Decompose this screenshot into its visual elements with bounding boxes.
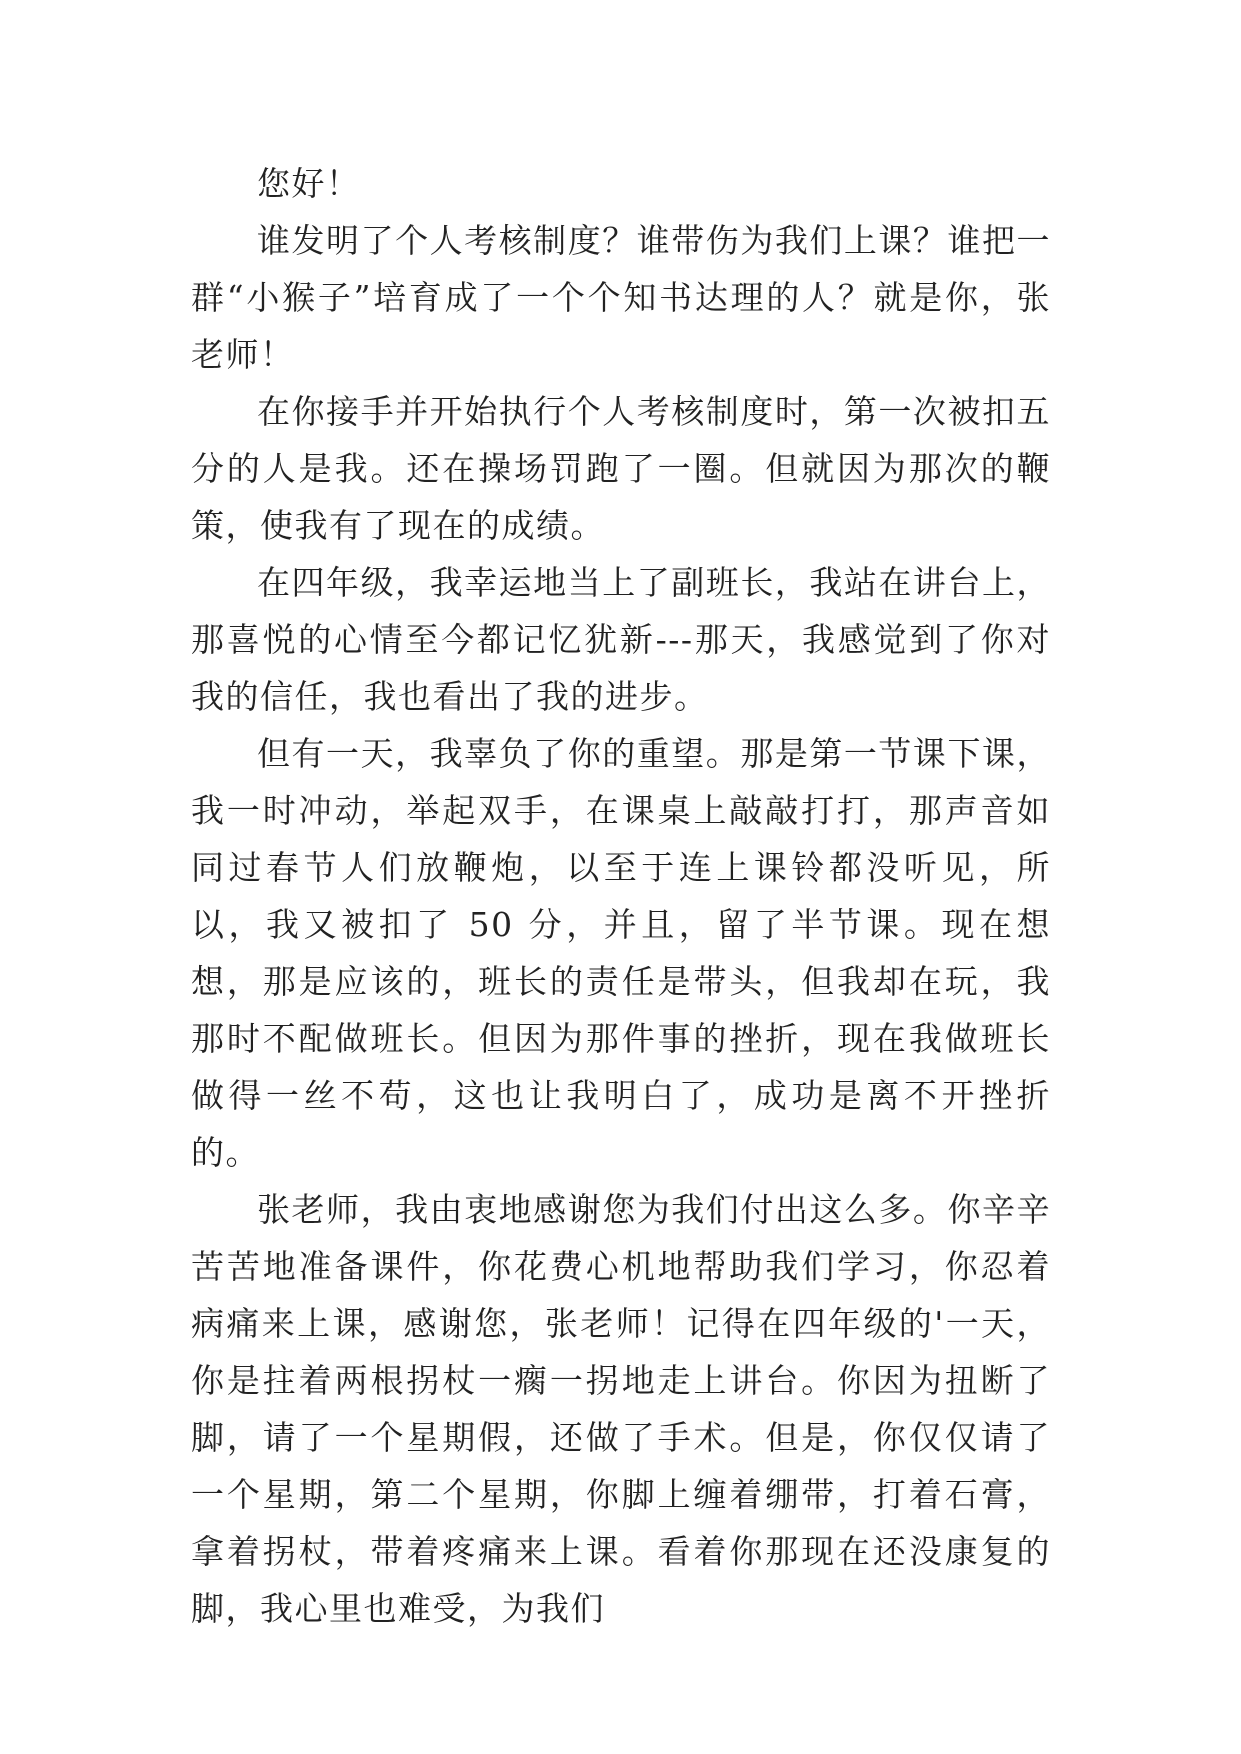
paragraph: 在你接手并开始执行个人考核制度时，第一次被扣五分的人是我。还在操场罚跑了一圈。但就因为那次的鞭策，使我有了现在的成绩。 [191, 392, 1051, 545]
paragraph: 但有一天，我辜负了你的重望。那是第一节课下课，我一时冲动，举起双手，在课桌上敲敲打打，那声音如同过春节人们放鞭炮，以至于连上课铃都没听见，所以，我又被扣了 50 分，并且，留了半节课。现在想想，那是应该的，班长的责任是带头，但我却在玩，我那时不配做班长。但因为那件事的挫折，现在我做班长做得一丝不苟，这也让我明白了，成功是离不开挫折的。 [191, 734, 1051, 1172]
paragraph: 谁发明了个人考核制度？谁带伤为我们上课？谁把一群“小猴子”培育成了一个个知书达理的人？就是你，张老师！ [191, 221, 1051, 374]
paragraph: 张老师，我由衷地感谢您为我们付出这么多。你辛辛苦苦地准备课件，你花费心机地帮助我们学习，你忍着病痛来上课，感谢您，张老师！记得在四年级的'一天，你是拄着两根拐杖一瘸一拐地走上讲台。你因为扭断了脚，请了一个星期假，还做了手术。但是，你仅仅请了一个星期，第二个星期，你脚上缠着绷带，打着石膏，拿着拐杖，带着疼痛来上课。看着你那现在还没康复的脚，我心里也难受，为我们 [191, 1190, 1051, 1628]
letter-body [191, 155, 1051, 1637]
paragraph: 在四年级，我幸运地当上了副班长，我站在讲台上，那喜悦的心情至今都记忆犹新---那天，我感觉到了你对我的信任，我也看出了我的进步。 [191, 563, 1051, 716]
paragraph-greeting: 您好！ [257, 164, 361, 203]
